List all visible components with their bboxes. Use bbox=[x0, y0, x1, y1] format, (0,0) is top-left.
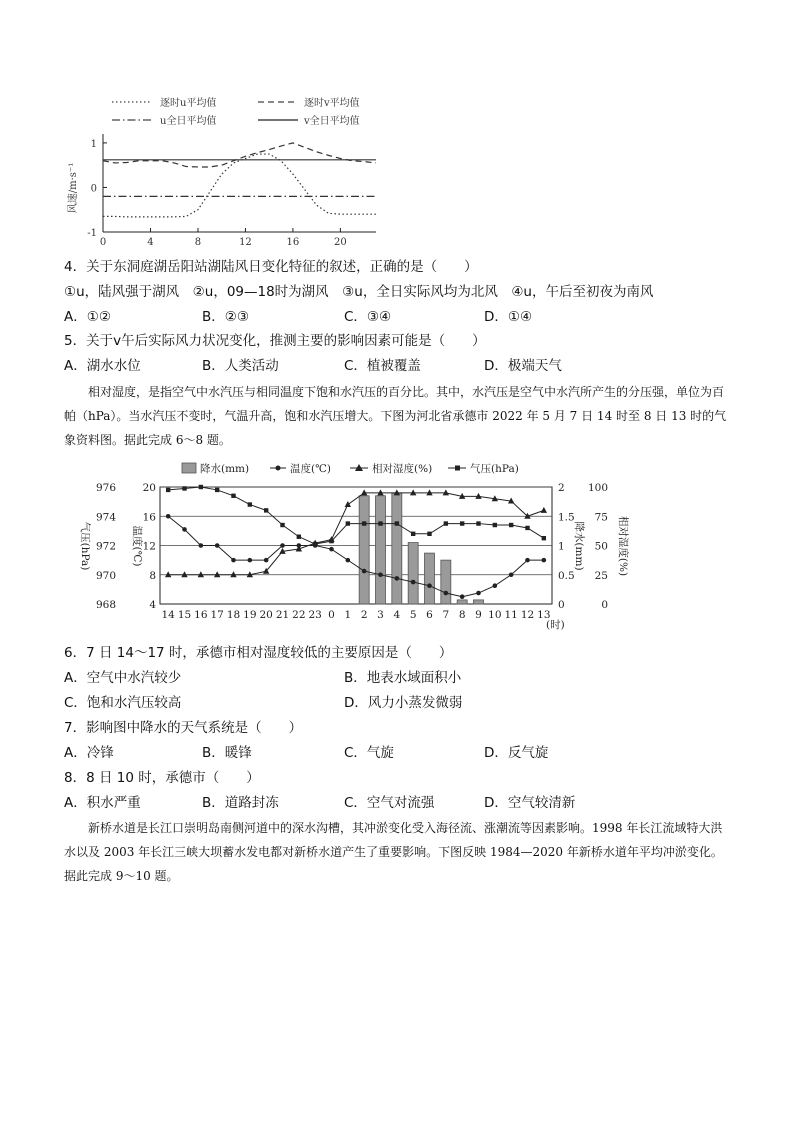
chart1-y-label: 风速/m·s⁻¹ bbox=[68, 162, 79, 214]
pressure-point bbox=[444, 521, 448, 525]
chart1-x-tick-label: 12 bbox=[239, 237, 252, 248]
precipitation-tick-label: 1 bbox=[558, 540, 565, 553]
humidity-line bbox=[168, 493, 544, 575]
q6-option-d[interactable]: D．风力小蒸发微弱 bbox=[344, 695, 463, 711]
hour-tick-label: 10 bbox=[488, 609, 502, 621]
temperature-point bbox=[329, 547, 334, 552]
chart1-x-tick-label: 4 bbox=[147, 237, 154, 248]
q5-options bbox=[64, 356, 724, 376]
hour-tick-label: 11 bbox=[504, 609, 518, 621]
chart1-x-tick-label: 16 bbox=[286, 237, 300, 248]
hour-tick-label: 23 bbox=[308, 609, 322, 621]
humidity-tick-label: 75 bbox=[594, 511, 608, 524]
pressure-tick-label: 976 bbox=[95, 482, 116, 494]
hour-tick-label: 5 bbox=[409, 609, 417, 621]
temperature-point bbox=[493, 583, 498, 588]
chart2-legend bbox=[182, 462, 519, 475]
temperature-point bbox=[542, 558, 547, 563]
precipitation-tick-label: 0 bbox=[558, 599, 565, 611]
hour-tick-label: 15 bbox=[177, 609, 192, 621]
pressure-point bbox=[182, 486, 186, 490]
pressure-point bbox=[329, 539, 333, 543]
hour-tick-label: 21 bbox=[275, 609, 290, 621]
q4-options bbox=[64, 307, 724, 327]
passage-xinqiao-channel: 新桥水道是长江口崇明岛南侧河道中的深水沟槽，其冲淤变化受入海径流、涨潮流等因素影响。1998 年长江流域特大洪水以及 2003 年长江三峡大坝蓄水发电都对新桥水道产生了重要影响。下图反映 1984—2020 年新桥水道年平均冲淤变化。据此完成 9～10 题。 bbox=[64, 821, 723, 883]
temperature-tick-label: 8 bbox=[149, 569, 156, 582]
precip-bar bbox=[425, 553, 435, 604]
chart2-axis-ticks bbox=[96, 482, 608, 621]
chart2-series bbox=[165, 485, 547, 599]
q4-stem: 4．关于东洞庭湖岳阳站湖陆风日变化特征的叙述，正确的是（ ） bbox=[64, 259, 478, 275]
pressure-point bbox=[166, 488, 170, 492]
chart1-x-tick-label: 8 bbox=[194, 237, 202, 248]
temperature-point bbox=[182, 527, 187, 532]
humidity-tick-label: 100 bbox=[587, 482, 608, 494]
q4-option-d[interactable]: D．①④ bbox=[484, 309, 533, 325]
precip-bar bbox=[474, 600, 484, 604]
pressure-line bbox=[168, 487, 544, 544]
q8-options bbox=[64, 793, 724, 813]
temperature-tick-label: 16 bbox=[142, 511, 156, 524]
chart1-y-tick-label: 1 bbox=[90, 138, 97, 150]
chart1-y-ticks bbox=[87, 139, 107, 239]
pressure-point bbox=[378, 521, 382, 525]
temperature-point bbox=[476, 591, 481, 596]
pressure-point bbox=[362, 521, 366, 525]
x-axis-unit: (时) bbox=[546, 619, 565, 631]
hour-tick-label: 0 bbox=[328, 609, 335, 621]
precip-bar bbox=[359, 496, 369, 604]
hour-tick-label: 19 bbox=[243, 609, 257, 621]
pressure-tick-label: 968 bbox=[95, 599, 116, 611]
q5-option-c[interactable]: C．植被覆盖 bbox=[344, 358, 421, 374]
temperature-point bbox=[166, 514, 171, 519]
weather-data-chart bbox=[64, 456, 644, 636]
q5-option-b[interactable]: B．人类活动 bbox=[202, 358, 279, 374]
chart1-x-tick-label: 0 bbox=[99, 237, 107, 248]
q4-statements: ①u，陆风强于湖风 ②u，09—18时为湖风 ③u，全日实际风均为北风 ④u，午后至初夜为南风 bbox=[64, 284, 654, 300]
legend-precip-swatch bbox=[182, 463, 196, 473]
precipitation-tick-label: 1.5 bbox=[558, 511, 575, 524]
humidity-tick-label: 0 bbox=[601, 599, 608, 611]
q6-stem: 6．7 日 14～17 时，承德市相对湿度较低的主要原因是（ ） bbox=[64, 645, 453, 661]
q5-stem: 5．关于v午后实际风力状况变化，推测主要的影响因素可能是（ ） bbox=[64, 333, 486, 349]
q6-option-a[interactable]: A．空气中水汽较少 bbox=[64, 670, 182, 686]
legend-pressure-label: 气压(hPa) bbox=[470, 463, 519, 475]
pressure-point bbox=[542, 536, 546, 540]
q8-option-d[interactable]: D．空气较清新 bbox=[484, 795, 576, 811]
humidity-axis-label: 相对湿度(%) bbox=[617, 515, 629, 577]
chart1-x-tick-label: 20 bbox=[334, 237, 347, 248]
q6-option-c[interactable]: C．饱和水汽压较高 bbox=[64, 695, 182, 711]
q7-options bbox=[64, 743, 724, 763]
hour-tick-label: 6 bbox=[426, 609, 433, 621]
q8-option-b[interactable]: B．道路封冻 bbox=[202, 795, 279, 811]
pressure-point bbox=[297, 535, 301, 539]
legend-temp-label: 温度(℃) bbox=[290, 463, 331, 475]
q8-option-c[interactable]: C．空气对流强 bbox=[344, 795, 435, 811]
pressure-point bbox=[411, 532, 415, 536]
q7-option-b[interactable]: B．暖锋 bbox=[202, 745, 252, 761]
pressure-point bbox=[248, 502, 252, 506]
pressure-point bbox=[264, 508, 268, 512]
temperature-axis-label: 温度(℃) bbox=[131, 525, 143, 567]
pressure-point bbox=[476, 521, 480, 525]
q7-option-a[interactable]: A．冷锋 bbox=[64, 745, 114, 761]
temperature-tick-label: 4 bbox=[149, 599, 156, 611]
temperature-point bbox=[509, 572, 514, 577]
chart1-series bbox=[103, 143, 376, 217]
temperature-point bbox=[395, 576, 400, 581]
legend-v-daily-label: v全日平均值 bbox=[304, 116, 360, 127]
temperature-point bbox=[411, 580, 416, 585]
pressure-tick-label: 974 bbox=[95, 511, 116, 524]
q8-stem: 8．8 日 10 时，承德市（ ） bbox=[64, 770, 260, 786]
chart2-precip-bars bbox=[359, 493, 483, 604]
precipitation-tick-label: 0.5 bbox=[558, 569, 575, 582]
chart1-y-tick-label: 0 bbox=[90, 183, 97, 195]
precip-bar bbox=[457, 600, 467, 604]
pressure-point bbox=[346, 521, 350, 525]
temperature-point bbox=[199, 543, 204, 548]
temperature-point bbox=[460, 594, 465, 599]
precip-bar bbox=[441, 560, 451, 604]
temperature-tick-label: 12 bbox=[142, 540, 156, 553]
pressure-tick-label: 970 bbox=[95, 569, 116, 582]
precip-bar bbox=[376, 496, 386, 604]
hour-tick-label: 20 bbox=[259, 609, 273, 621]
humidity-point bbox=[541, 507, 547, 513]
q4-option-b[interactable]: B．②③ bbox=[202, 309, 249, 325]
temperature-point bbox=[280, 543, 285, 548]
temperature-tick-label: 20 bbox=[142, 482, 156, 494]
pressure-point bbox=[280, 523, 284, 527]
hour-tick-label: 8 bbox=[458, 609, 466, 621]
precip-bar bbox=[392, 493, 402, 604]
q6-option-b[interactable]: B．地表水域面积小 bbox=[344, 670, 462, 686]
humidity-tick-label: 50 bbox=[594, 540, 608, 553]
pressure-point bbox=[493, 523, 497, 527]
precipitation-axis-label: 降水(mm) bbox=[573, 521, 585, 571]
legend-precip-label: 降水(mm) bbox=[200, 463, 250, 475]
temperature-point bbox=[525, 558, 530, 563]
chart1-y-tick-label: -1 bbox=[87, 228, 97, 239]
chart1-legend bbox=[112, 96, 360, 127]
pressure-point bbox=[215, 488, 219, 492]
humidity-point bbox=[345, 501, 351, 507]
precip-bar bbox=[408, 543, 418, 604]
q6-options-row1 bbox=[64, 668, 724, 688]
temperature-point bbox=[231, 558, 236, 563]
pressure-point bbox=[509, 523, 513, 527]
q7-option-c[interactable]: C．气旋 bbox=[344, 745, 394, 761]
pressure-point bbox=[460, 521, 464, 525]
pressure-axis-label: 气压(hPa) bbox=[79, 521, 91, 571]
pressure-point bbox=[395, 521, 399, 525]
hour-tick-label: 14 bbox=[161, 609, 175, 621]
q5-option-d[interactable]: D．极端天气 bbox=[484, 358, 562, 374]
q4-option-a[interactable]: A．①② bbox=[64, 309, 111, 325]
humidity-tick-label: 25 bbox=[594, 569, 608, 582]
legend-v-hourly-label: 逐时v平均值 bbox=[304, 98, 360, 109]
hour-tick-label: 4 bbox=[393, 609, 401, 621]
temperature-point bbox=[264, 558, 269, 563]
legend-u-daily-label: u全日平均值 bbox=[160, 116, 217, 127]
temperature-line bbox=[168, 516, 544, 596]
chart1-u-hourly-line bbox=[103, 154, 376, 217]
temperature-point bbox=[346, 558, 351, 563]
temperature-point bbox=[444, 591, 449, 596]
temperature-point bbox=[362, 569, 367, 574]
hour-tick-label: 22 bbox=[292, 609, 306, 621]
q7-option-d[interactable]: D．反气旋 bbox=[484, 745, 549, 761]
pressure-point bbox=[525, 526, 529, 530]
hour-tick-label: 12 bbox=[520, 609, 535, 621]
hour-tick-label: 7 bbox=[442, 609, 450, 621]
temperature-point bbox=[248, 558, 253, 563]
chart1-v-hourly-line bbox=[103, 143, 376, 167]
hour-tick-label: 16 bbox=[194, 609, 208, 621]
pressure-point bbox=[427, 532, 431, 536]
wind-speed-chart bbox=[60, 90, 390, 250]
temperature-point bbox=[215, 543, 220, 548]
hour-tick-label: 17 bbox=[210, 609, 224, 621]
pressure-tick-label: 972 bbox=[95, 540, 116, 553]
hour-tick-label: 3 bbox=[377, 609, 384, 621]
legend-temp-marker bbox=[276, 466, 281, 471]
pressure-point bbox=[313, 542, 317, 546]
hour-tick-label: 9 bbox=[475, 609, 482, 621]
pressure-point bbox=[231, 494, 235, 498]
pressure-point bbox=[199, 485, 203, 489]
q5-option-a[interactable]: A．湖水水位 bbox=[64, 358, 141, 374]
hour-tick-label: 13 bbox=[537, 609, 551, 621]
humidity-point bbox=[475, 493, 481, 499]
chart1-x-ticks bbox=[100, 228, 347, 248]
passage-relative-humidity: 相对湿度，是指空气中水汽压与相同温度下饱和水汽压的百分比。其中，水汽压是空气中水汽所产生的分压强，单位为百帕（hPa）。当水汽压不变时，气温升高，饱和水汽压增大。下图为河北省承德市 2022 年 5 月 7 日 14 时至 8 日 13 时的气象资料图。据此完成 6～8 题。 bbox=[64, 385, 727, 447]
temperature-point bbox=[378, 572, 383, 577]
legend-humidity-label: 相对湿度(%) bbox=[372, 463, 433, 475]
q6-options-row2 bbox=[64, 693, 724, 713]
legend-pressure-marker bbox=[455, 466, 460, 471]
q7-stem: 7．影响图中降水的天气系统是（ ） bbox=[64, 720, 303, 736]
precipitation-tick-label: 2 bbox=[558, 482, 565, 494]
q4-option-c[interactable]: C．③④ bbox=[344, 309, 392, 325]
temperature-point bbox=[427, 583, 432, 588]
legend-u-hourly-label: 逐时u平均值 bbox=[160, 98, 217, 109]
q8-option-a[interactable]: A．积水严重 bbox=[64, 795, 141, 811]
hour-tick-label: 2 bbox=[360, 609, 368, 621]
hour-tick-label: 18 bbox=[226, 609, 241, 621]
hour-tick-label: 1 bbox=[344, 609, 352, 621]
